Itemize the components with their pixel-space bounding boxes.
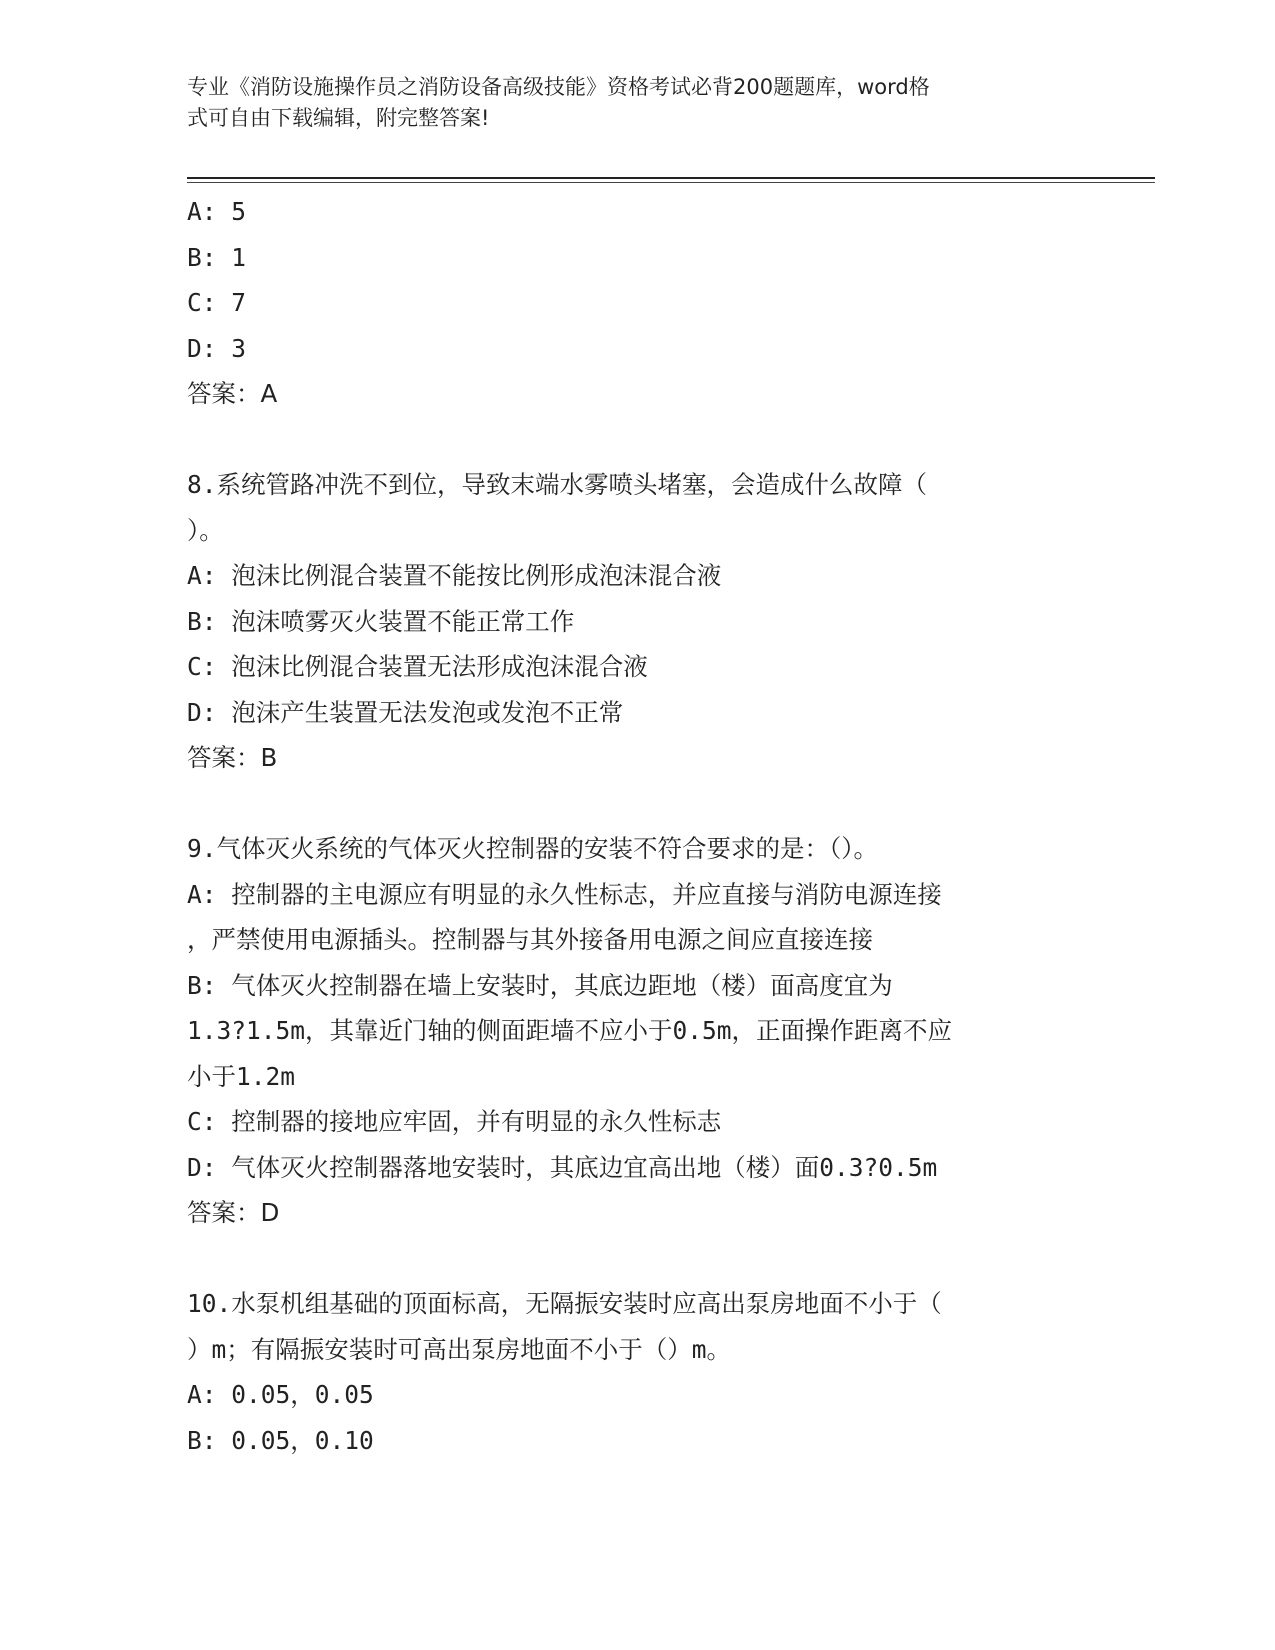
question-9-block (187, 826, 1087, 1236)
question-list (187, 189, 1087, 1463)
question-stem-continued: ）m；有隔振安装时可高出泵房地面不小于（）m。 (187, 1334, 731, 1364)
header-line-1: 专业《消防设施操作员之消防设备高级技能》资格考试必背200题题库，word格 (187, 75, 930, 99)
option-b: B: 1 (187, 242, 247, 272)
document-header (187, 72, 1077, 134)
answer-label: 答案：B (187, 743, 278, 772)
header-rule-thin (187, 182, 1155, 183)
option-c: C: 控制器的接地应牢固，并有明显的永久性标志 (187, 1107, 722, 1136)
question-stem-continued: ）。 (187, 515, 224, 545)
option-b-continued: 小于1.2m (187, 1061, 296, 1091)
option-c: C: 泡沫比例混合装置无法形成泡沫混合液 (187, 652, 648, 681)
question-stem: 9.气体灭火系统的气体灭火控制器的安装不符合要求的是：（）。 (187, 834, 878, 863)
question-stem: 10.水泵机组基础的顶面标高，无隔振安装时应高出泵房地面不小于（ (187, 1289, 942, 1318)
spacer (187, 781, 1087, 827)
option-b: B: 泡沫喷雾灭火装置不能正常工作 (187, 606, 575, 636)
answer-label: 答案：A (187, 379, 278, 408)
option-a: A: 泡沫比例混合装置不能按比例形成泡沫混合液 (187, 561, 722, 590)
option-b: B: 0.05，0.10 (187, 1425, 374, 1455)
question-8-block (187, 462, 1087, 781)
option-d: D: 气体灭火控制器落地安装时，其底边宜高出地（楼）面0.3?0.5m (187, 1152, 938, 1182)
option-d: D: 泡沫产生装置无法发泡或发泡不正常 (187, 697, 624, 727)
option-a-continued: ，严禁使用电源插头。控制器与其外接备用电源之间应直接连接 (187, 925, 873, 954)
header-rule-thick (187, 177, 1155, 179)
question-10-block (187, 1281, 1087, 1463)
option-b-continued: 1.3?1.5m，其靠近门轴的侧面距墙不应小于0.5m，正面操作距离不应 (187, 1016, 953, 1045)
header-line-2: 式可自由下载编辑，附完整答案! (187, 106, 490, 130)
option-c: C: 7 (187, 288, 247, 317)
question-stem: 8.系统管路冲洗不到位，导致末端水雾喷头堵塞，会造成什么故障（ (187, 470, 927, 499)
answer-label: 答案：D (187, 1198, 280, 1227)
option-a: A: 控制器的主电源应有明显的永久性标志，并应直接与消防电源连接 (187, 879, 942, 909)
option-d: D: 3 (187, 333, 247, 363)
spacer (187, 417, 1087, 463)
question-7-block (187, 189, 1087, 417)
spacer (187, 1236, 1087, 1282)
option-a: A: 5 (187, 197, 247, 226)
option-a: A: 0.05，0.05 (187, 1380, 374, 1409)
option-b: B: 气体灭火控制器在墙上安装时，其底边距地（楼）面高度宜为 (187, 970, 893, 1000)
